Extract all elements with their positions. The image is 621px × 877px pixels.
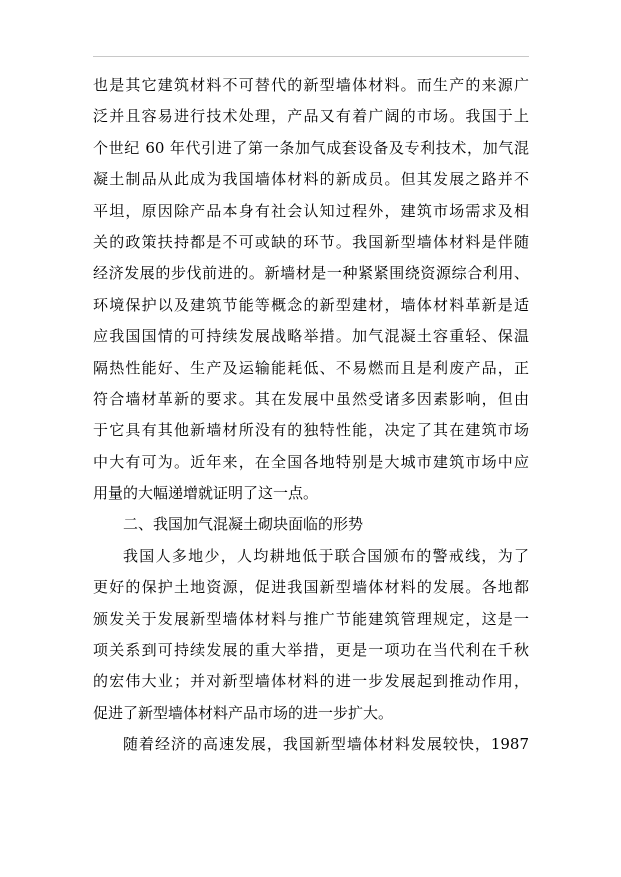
paragraph-3 bbox=[93, 729, 529, 760]
page-body bbox=[93, 70, 529, 761]
paragraph-1 bbox=[93, 70, 529, 509]
text-line: 更好的保护土地资源，促进我国新型墙体材料的发展。各地都 bbox=[93, 578, 529, 597]
text-line: 我国人多地少，人均耕地低于联合国颁布的警戒线，为了 bbox=[123, 546, 529, 565]
text-line: 关的政策扶持都是不可或缺的环节。我国新型墙体材料是伴随 bbox=[93, 232, 529, 251]
text-line: 用量的大幅递增就证明了这一点。 bbox=[93, 484, 319, 503]
section-heading: 二、我国加气混凝土砌块面临的形势 bbox=[123, 515, 364, 534]
text-line: 应我国国情的可持续发展战略举措。加气混凝土容重轻、保温 bbox=[93, 327, 529, 346]
text-line: 也是其它建筑材料不可替代的新型墙体材料。而生产的来源广 bbox=[93, 76, 529, 94]
text-line: 环境保护以及建筑节能等概念的新型建材，墙体材料革新是适 bbox=[93, 295, 529, 314]
paragraph-2 bbox=[93, 541, 529, 729]
header-rule bbox=[93, 56, 529, 57]
text-line: 于它具有其他新墙材所没有的独特性能，决定了其在建筑市场 bbox=[93, 421, 529, 440]
text-line: 的宏伟大业；并对新型墙体材料的进一步发展起到推动作用， bbox=[93, 672, 529, 691]
text-line: 隔热性能好、生产及运输能耗低、不易燃而且是利废产品，正 bbox=[93, 358, 529, 377]
text-line: 凝土制品从此成为我国墙体材料的新成员。但其发展之路并不 bbox=[93, 170, 529, 189]
text-line: 个世纪 60 年代引进了第一条加气成套设备及专利技术，加气混 bbox=[93, 138, 529, 157]
text-line: 经济发展的步伐前进的。新墙材是一种紧紧围绕资源综合利用、 bbox=[93, 264, 529, 283]
text-line: 项关系到可持续发展的重大举措，更是一项功在当代利在千秋 bbox=[93, 641, 529, 660]
text-line: 平坦，原因除产品本身有社会认知过程外，建筑市场需求及相 bbox=[93, 201, 529, 220]
text-line: 中大有可为。近年来，在全国各地特别是大城市建筑市场中应 bbox=[93, 452, 529, 471]
text-line: 颁发关于发展新型墙体材料与推广节能建筑管理规定，这是一 bbox=[93, 609, 529, 628]
text-line: 促进了新型墙体材料产品市场的进一步扩大。 bbox=[93, 703, 394, 722]
text-line: 泛并且容易进行技术处理，产品又有着广阔的市场。我国于上 bbox=[93, 107, 529, 126]
text-line: 随着经济的高速发展，我国新型墙体材料发展较快，1987 bbox=[123, 735, 529, 754]
text-line: 符合墙材革新的要求。其在发展中虽然受诸多因素影响，但由 bbox=[93, 389, 529, 408]
